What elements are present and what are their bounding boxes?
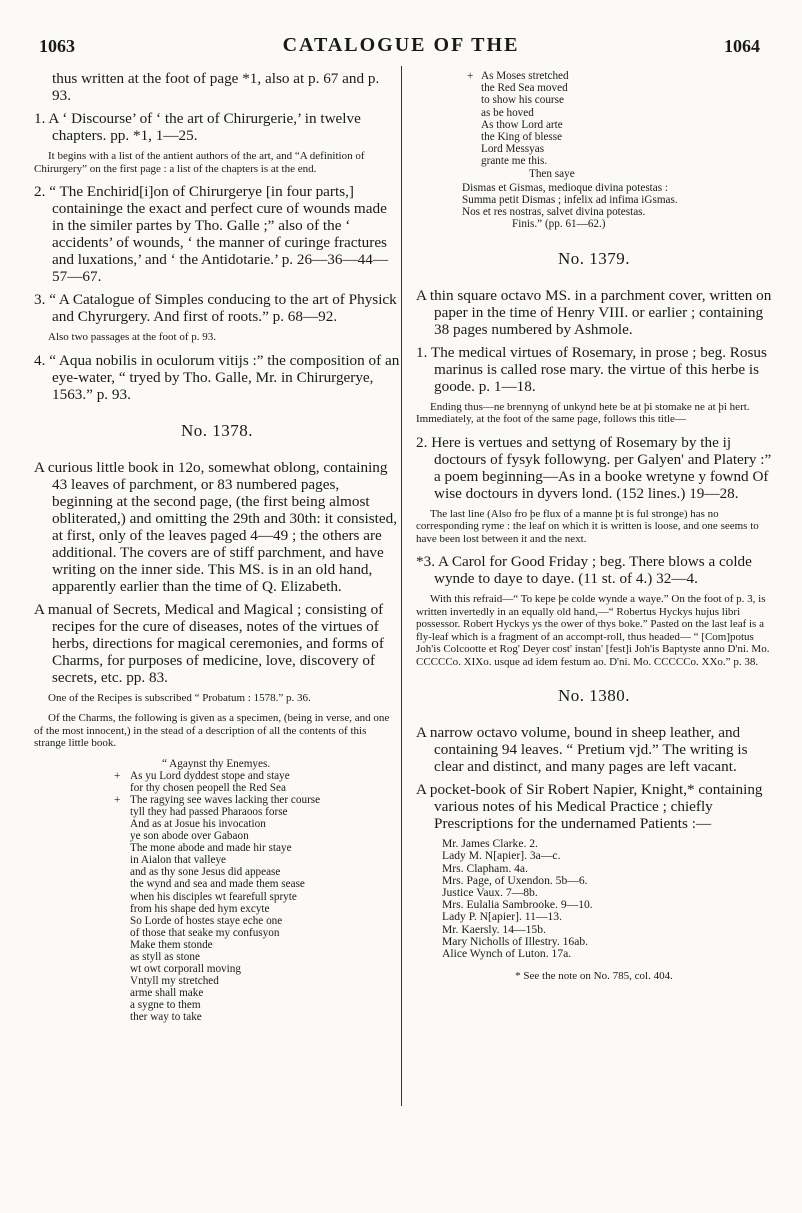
- description-1379: A thin square octavo MS. in a parchment cover, written on paper in the time of Henry VIII. or earlier ; containing 38 pages numbered by Ashmole.: [416, 286, 772, 338]
- verse-line: [130, 891, 400, 903]
- verse-text: The ragying see waves lacking ther course: [130, 793, 321, 806]
- verse-line: [130, 975, 400, 987]
- verse-line: [467, 70, 772, 82]
- verse-line: [481, 168, 772, 180]
- rosemary-item-1-note: Ending thus—ne brennyng of unkynd hete be at þi stomake ne at þi hert. Immediately, at the foot of the same page, follows this title—: [416, 400, 750, 426]
- latin-verse: [416, 182, 772, 231]
- verse-line: [130, 782, 400, 794]
- left-column: [34, 70, 400, 1024]
- verse-line: [481, 143, 772, 155]
- charm-verse-continued: [416, 70, 772, 180]
- description-1380: A narrow octavo volume, bound in sheep leather, and containing 94 leaves. “ Pretium vjd.” The writing is clear and distinct, and many pages are left vacant.: [416, 724, 748, 776]
- section-heading-1379: No. 1379.: [557, 248, 631, 268]
- patient-name: Lady M. N[apier]. 3a—c.: [442, 849, 561, 863]
- verse-line: [130, 854, 400, 866]
- section-heading-1378: No. 1378.: [180, 420, 254, 440]
- verse-text: the wynd and sea and made them sease: [130, 878, 305, 891]
- verse-text: and as thy sone Jesus did appease: [130, 866, 281, 879]
- patient-name: Justice Vaux. 7—8b.: [442, 885, 538, 899]
- verse-line: [130, 963, 400, 975]
- verse-line: [130, 999, 400, 1011]
- entry-item-4: 4. “ Aqua nobilis in oculorum vitijs :” the composition of an eye-water, “ tryed by Tho. Galle, Mr. in Chirurgerye, 1563.” p. 93.: [34, 351, 400, 403]
- verse-text: Lord Messyas: [481, 143, 545, 156]
- verse-line: [114, 793, 400, 806]
- patient-name: Mr. James Clarke. 2.: [442, 837, 538, 851]
- section-heading-1380: No. 1380.: [557, 686, 631, 706]
- verse-line: [130, 818, 400, 830]
- verse-text: arme shall make: [130, 987, 204, 1000]
- pocket-book-entry: A pocket-book of Sir Robert Napier, Knight,* containing various notes of his Medical Practice ; chiefly Prescriptions for the undernamed Patients :—: [416, 781, 763, 833]
- entry-item-3-note: Also two passages at the foot of p. 93.: [48, 331, 217, 343]
- verse-line: [130, 866, 400, 878]
- verse-text: Then saye: [529, 167, 575, 180]
- verse-text: “ Agaynst thy Enemyes.: [162, 757, 271, 770]
- manual-of-secrets: A manual of Secrets, Medical and Magical ; consisting of recipes for the cure of diseases, notes of the virtues of herbs, directions for magical ceremonies, and forms of Charms, for purposes of medicine, love, discovery of secrets, etc. pp. 83.: [34, 600, 384, 686]
- manual-note-probatum: One of the Recipes is subscribed “ Probatum : 1578.” p. 36.: [48, 691, 311, 704]
- finis-line: Finis.” (pp. 61—62.): [512, 218, 606, 231]
- verse-line: [481, 82, 772, 94]
- verse-text: the King of blesse: [481, 131, 563, 144]
- manual-note-charms: Of the Charms, the following is given as a specimen, (being in verse, and one of the most innocent,) in the stead of a description of all the contents of this strange little book.: [34, 712, 390, 749]
- verse-text: ther way to take: [130, 1011, 202, 1024]
- entry-item-3: 3. “ A Catalogue of Simples conducing to the art of Physick and Chyrurgery. And first of roots.” p. 68—92.: [34, 291, 397, 325]
- continuation-text: thus written at the foot of page *1, also at p. 67 and p. 93.: [52, 70, 380, 104]
- verse-text: As Moses stretched: [481, 70, 569, 82]
- rosemary-item-2: 2. Here is vertues and settyng of Rosemary by the ij doctours of fysyk followyng. per Galyen' and Platery :” a poem beginning—As in a booke wretyne y fownd Of wise doctours in dyvers lond. (152 lines.) 19—28.: [416, 433, 772, 502]
- cross-mark: +: [467, 70, 474, 82]
- verse-line: [130, 927, 400, 939]
- verse-text: ye son abode over Gabaon: [130, 830, 249, 843]
- verse-text: And as at Josue his invocation: [130, 817, 266, 830]
- cross-mark: +: [114, 769, 121, 782]
- latin-line: Summa petit Dismas ; infelix ad infima iGsmas.: [462, 194, 678, 207]
- verse-text: As yu Lord dyddest stope and staye: [130, 769, 290, 782]
- verse-text: to show his course: [481, 94, 564, 107]
- running-title: CATALOGUE OF THE: [282, 34, 520, 56]
- verse-text: grante me this.: [481, 155, 548, 168]
- column-divider: [401, 66, 402, 1106]
- verse-line: [130, 758, 400, 770]
- column-number-left: 1063: [39, 36, 75, 56]
- verse-line: [130, 951, 400, 963]
- verse-text: from his shape ded hym excyte: [130, 902, 270, 915]
- patient-name: Lady P. N[apier]. 11—13.: [442, 910, 562, 924]
- right-column: [416, 70, 772, 982]
- verse-text: for thy chosen peopell the Red Sea: [130, 781, 286, 794]
- verse-text: As thow Lord arte: [481, 118, 563, 131]
- verse-line: [130, 878, 400, 890]
- verse-line: [481, 119, 772, 131]
- rosemary-item-1: 1. The medical virtues of Rosemary, in prose ; beg. Rosus marinus is called rose mary. the virtue of this herbe is goode. p. 1—18.: [416, 343, 767, 395]
- verse-line: [130, 903, 400, 915]
- verse-line: [130, 915, 400, 927]
- verse-line: [130, 939, 400, 951]
- verse-line: [130, 987, 400, 999]
- verse-line: [130, 830, 400, 842]
- patient-name: Mary Nicholls of Illestry. 16ab.: [442, 934, 589, 948]
- verse-line: [130, 1011, 400, 1023]
- verse-line: [481, 94, 772, 106]
- verse-text: of those that seake my confusyon: [130, 926, 280, 939]
- charm-verse: [34, 758, 400, 1024]
- verse-text: Vntyll my stretched: [130, 975, 219, 988]
- carol-item-3-note: With this refraid—“ To kepe þe colde wynde a waye.” On the foot of p. 3, is written invertedly in an equally old hand,—“ Robertus Hyckys hujus libri possessor. Robert Hyckys ys the ower of thys boke.” Pasted on the last leaf is a fly-leaf which is a fragment of an accompt-roll, thus headed— “ [Com]potus Joh'is Colcootte et Rog' Deyer cost' instan' [fest]i Joh'is Baptyste anno D'ni. Mo. CCCCCo. XIXo. usque ad idem festum ao. D'ni. Mo. CCCCCo. XXo.” p. 38.: [416, 593, 770, 668]
- verse-text: The mone abode and made hir staye: [130, 842, 292, 855]
- verse-line: [130, 842, 400, 854]
- verse-line: [130, 806, 400, 818]
- carol-item-3: *3. A Carol for Good Friday ; beg. There blows a colde wynde to daye to daye. (11 st. of 4.) 32—4.: [416, 553, 752, 588]
- patient-name: Mrs. Page, of Uxendon. 5b—6.: [442, 873, 588, 887]
- verse-line: [481, 107, 772, 119]
- entry-item-1: 1. A ‘ Discourse’ of ‘ the art of Chirurgerie,’ in twelve chapters. pp. *1, 1—25.: [34, 110, 361, 144]
- latin-line: Nos et res nostras, salvet divina potestas.: [462, 206, 646, 219]
- patient-name: Mrs. Clapham. 4a.: [442, 861, 528, 875]
- verse-text: wt owt corporall moving: [130, 963, 241, 976]
- page-header: [0, 0, 802, 70]
- description-1378: A curious little book in 12o, somewhat oblong, containing 43 leaves of parchment, or 83 numbered pages, beginning at the second page, (the first being almost obliterated,) and omitting the 29th and 30th: it consisted, at first, only of the leaves paged 4—49 ; the others are additional. The covers are of stiff parchment, and have writing on the inner side. This MS. is in an old hand, apparently earlier than the time of Q. Elizabeth.: [34, 458, 398, 595]
- verse-text: tyll they had passed Pharaoos forse: [130, 805, 288, 818]
- patient-name: Mrs. Eulalia Sambrooke. 9—10.: [442, 898, 593, 912]
- patient-name: Alice Wynch of Luton. 17a.: [442, 946, 572, 960]
- column-number-right: 1064: [724, 36, 760, 56]
- latin-line: Dismas et Gismas, medioque divina potestas :: [462, 181, 669, 194]
- footnote: * See the note on No. 785, col. 404.: [515, 970, 673, 983]
- verse-line: [481, 155, 772, 167]
- verse-line: [114, 769, 400, 782]
- verse-text: as be hoved: [481, 106, 534, 119]
- verse-text: as styll as stone: [130, 951, 200, 963]
- verse-text: in Aialon that valleye: [130, 854, 226, 867]
- verse-line: [481, 131, 772, 143]
- verse-text: a sygne to them: [130, 999, 201, 1012]
- entry-item-1-note: It begins with a list of the antient authors of the art, and “A definition of Chirurgery” on the first page : a list of the chapters is at the end.: [34, 150, 365, 175]
- verse-text: the Red Sea moved: [481, 82, 568, 95]
- patient-name: Mr. Kaersly. 14—15b.: [442, 922, 546, 936]
- entry-item-2: 2. “ The Enchirid[i]on of Chirurgerye [in four parts,] containinge the exact and perfect cure of wounds made in the similer partes by Tho. Galle ;” also of the ‘ accidents’ of wounds, ‘ the manner of curinge fractures and luxations,’ and ‘ the Antidotarie.’ p. 26—36—44—57—67.: [34, 183, 389, 285]
- verse-text: Make them stonde: [130, 938, 213, 951]
- verse-text: So Lorde of hostes staye eche one: [130, 914, 283, 927]
- cross-mark: +: [114, 793, 121, 806]
- patient-list: [416, 838, 772, 960]
- rosemary-item-2-note: The last line (Also fro þe flux of a manne þt is ful stronge) has no corresponding ryme : the leaf on which it is written is loose, and one seems to have been lost between it and the next.: [416, 507, 759, 545]
- verse-text: when his disciples wt fearefull spryte: [130, 890, 297, 903]
